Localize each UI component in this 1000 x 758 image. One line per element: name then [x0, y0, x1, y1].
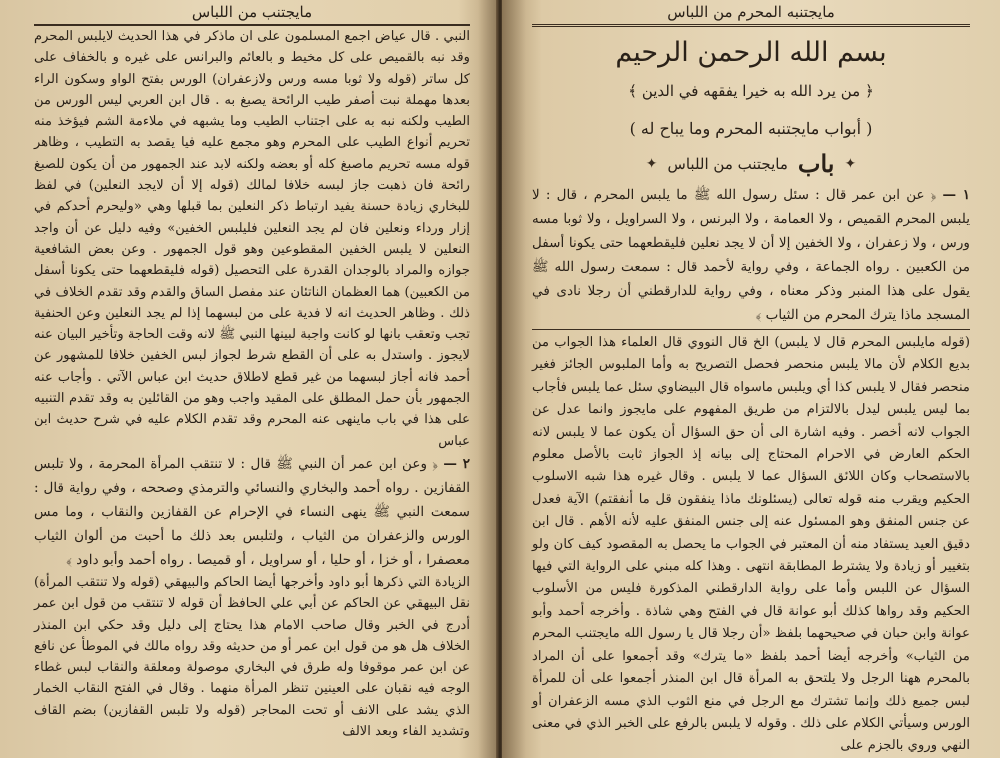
left-page: [0, 0, 498, 758]
left-hadith: [34, 452, 470, 572]
bab-word: باب: [797, 149, 835, 178]
left-hadith-text: ﴿ وعن ابن عمر أن النبي ﷺ قال : لا تنتقب المرأة المحرمة ، ولا تلبس القفازين . رواه أحمد والبخاري والنسائي والترمذي وصححه ، وفي رواية قال : سمعت النبي ﷺ ينهى النساء في الإحرام عن القفازين والنقاب ، وما مس الورس والزعفران من الثياب ، ولتلبس بعد ذلك ما أحبت من ألوان الثياب معصفرا ، أو خزا ، أو حليا ، أو سراويل ، أو قميصا . رواه أحمد وأبو داود ﴾: [34, 455, 470, 568]
chapter-title: ( أبواب مايجتنبه المحرم وما يباح له ): [629, 119, 873, 138]
bab-heading: [532, 149, 970, 179]
left-commentary-top: النبي . قال عياض اجمع المسلمون على ان ماذكر في هذا الحديث لايلبس المحرم وقد نبه بالقميص على كل مخيط و بالعائم والبرانس على غيره و بالخفاف على كل ساتر (قوله ولا ثوبا مسه ورس ولازعفران) الورس بفتح الواو وسكون الراء بعدها مهملة نبت أصفر طيب الرائحة يصبغ به . قال ابن العربي ليس الورس من الطيب ولكنه نبه به على اجتناب الطيب وما يشبهه في ملاءمة الشم فيؤخذ منه تحريم أنواع الطيب على المحرم وهو مجمع عليه فيا يقصد به التطيب ، وظاهر قوله مسه تحريم ماصبغ كله أو بعضه ولكنه لابد عند الجمهور من أن يكون للصبغ رائحة فان ذهبت جاز لبسه خلافا لمالك (قوله إلا أن لايجد النعلين) في لفظ للبخاري زيادة حسنة يفيد ارتباط ذكر النعلين بما قبلها وهي «وليحرم أحدكم في إزار ورداء ونعلين فان لم يجد النعلين فليلبس الخفين» وفيه دليل عن أن واجد النعلين لا يلبس الخفين المقطوعين وهو قول الجمهور . وعن بعض الشافعية جوازه والمراد بالوجدان القدرة على التحصيل (قوله فليقطعهما حتى يكونا أسفل من الكعبين) هما العظمان الناتئان عند مفصل الساق والقدم وقد تقدم الخلاف في ذلك . وظاهر الحديث انه لا فدية على من لبسهما إذا لم يجد النعلين وعن الحنفية تجب وتعقب بانها لو كانت واجبة لبينها النبي ﷺ لانه وقت الحاجة وتأخير البيان عنه لايجوز . واستدل به على أن القطع شرط لجواز لبس الخفين خلافا للمشهور عن أحمد فانه أجاز لبسهما من غير قطع لاطلاق حديث ابن عباس الآتي . وأجاب عنه الجمهور بأن حمل المطلق على المقيد واجب وهو من القائلين به وقد تقدم التنبيه على هذا في باب ماينهى عنه المحرم وقد تقدم الكلام عليه في شرح حديث ابن عباس: [34, 29, 470, 449]
right-hadith: [532, 183, 970, 327]
right-commentary: (قوله مايلبس المحرم قال لا يلبس) الخ قال النووي قال العلماء هذا الجواب من بديع الكلام لأن مالا يلبس منحصر فحصل التصريح به وأما الملبوس الجائز فغير منحصر فقال لا يلبس كذا أي ويلبس ماسواه قال البيضاوي سئل عما يلبس فأجاب بما ليس يلبس ليدل بالالتزام من طريق المفهوم على مايجوز وانما عدل عن الجواب لانه أخصر . وفيه اشارة الى أن حق السؤال أن يكون عما لا يلبس لانه الحكم العارض في الاحرام المحتاج إلى بيانه إذ الجواز ثابت بالأصل معلوم بالاستصحاب وكان اللائق السؤال عما لا يلبس . وقال غيره هذا شبه الاسلوب الحكيم ويقرب منه قوله تعالى (يسئلونك ماذا ينفقون قل ما أنفقتم) الآية فعدل عن جنس المنفق وهو المسئول عنه إلى جنس المنفق عليه لأنه الأهم . قال ابن دقيق العيد يستفاد منه أن المعتبر في الجواب ما يحصل به المقصود كيف كان ولو بتغيير أو زيادة ولا يشترط المطابقة انتهى . وهذا كله مبني على الرواية التي فيها السؤال عن اللبس وأما على رواية الدارقطني المذكورة فليس من الأسلوب الحكيم وقد رواها كذلك أبو عوانة قال في الفتح وهي شاذة . وأخرجه أحمد وأبو عوانة وابن حبان في صحيحهما بلفظ «أن رجلا قال يا رسول الله مايجتنب المحرم من الثياب» وأخرجه أيضا أحمد بلفظ «ما يترك» وقد أجمعوا على أن المراد بالمحرم ههنا الرجل ولا يلتحق به المرأة قال ابن المنذر أجمعوا على أن للمرأة لبس جميع ذلك وإنما تشترك مع الرجل في منع الثوب الذي مسه الزعفران أو الورس وسيأتي الكلام على ذلك . وقوله لا يلبس بالرفع على الخبر الذي في معنى النهي وروي بالجزم على: [532, 335, 970, 754]
right-page-fold-shadow: [502, 0, 526, 758]
left-hadith-number: ٢ —: [443, 455, 471, 472]
left-page-fold-shadow: [478, 0, 498, 758]
right-page: [502, 0, 1000, 758]
right-hadith-text: ﴿ عن ابن عمر قال : سئل رسول الله ﷺ ما يلبس المحرم ، قال : لا يلبس المحرم القميص ، ولا العمامة ، ولا البرنس ، ولا السراويل ، ولا ثوبا مسه ورس ، ولا زعفران ، ولا الخفين إلا أن لا يجد نعلين فليقطعهما حتى يكونا أسفل من الكعبين . رواه الجماعة ، وفي رواية لأحمد قال : سمعت رسول الله ﷺ يقول على هذا المنبر وذكر معناه ، وفي رواية للدارقطني أن رجلا نادى في المسجد ماذا يترك المحرم من الثياب ﴾: [532, 187, 970, 323]
left-running-head: مايجتنب من اللباس: [34, 0, 470, 26]
ornament-right-icon: ✦: [844, 156, 857, 172]
section-divider: [532, 329, 970, 330]
left-commentary-bottom: الزيادة التي ذكرها أبو داود وأخرجها أيضا الحاكم والبيهقي (قوله ولا تنتقب المرأة) نقل البيهقي عن الحاكم عن أبي علي الحافظ أن قوله لا تنتقب من قول ابن عمر أدرج في الخبر وقال صاحب الامام هذا يحتاج إلى دليل وقد حكي ابن المنذر الخلاف هل هو من قول ابن عمر أو من حديثه وقد رواه مالك في الموطأ عن نافع عن ابن عمر موقوفا وله طرق في البخاري موصولة ومعلقة والنقاب لبس غطاء الوجه فيه نقبان على العينين تنظر المرأة منهما . وقال في الفتح النقاب الخمار الذي يشد على الانف أو تحت المحاجر (قوله ولا تلبس القفازين) بضم القاف وتشديد الفاء وبعد الالف: [34, 574, 470, 740]
bismillah-calligraphy: بسم الله الرحمن الرحيم: [615, 37, 887, 68]
bab-title: مايجتنب من اللباس: [667, 155, 788, 173]
right-hadith-number: ١ —: [942, 187, 970, 203]
ornament-left-icon: ✦: [645, 156, 658, 172]
opening-verse: ﴿ من يرد الله به خيرا يفقهه في الدين ﴾: [628, 82, 874, 100]
right-running-head: مايجتنبه المحرم من اللباس: [532, 0, 970, 27]
